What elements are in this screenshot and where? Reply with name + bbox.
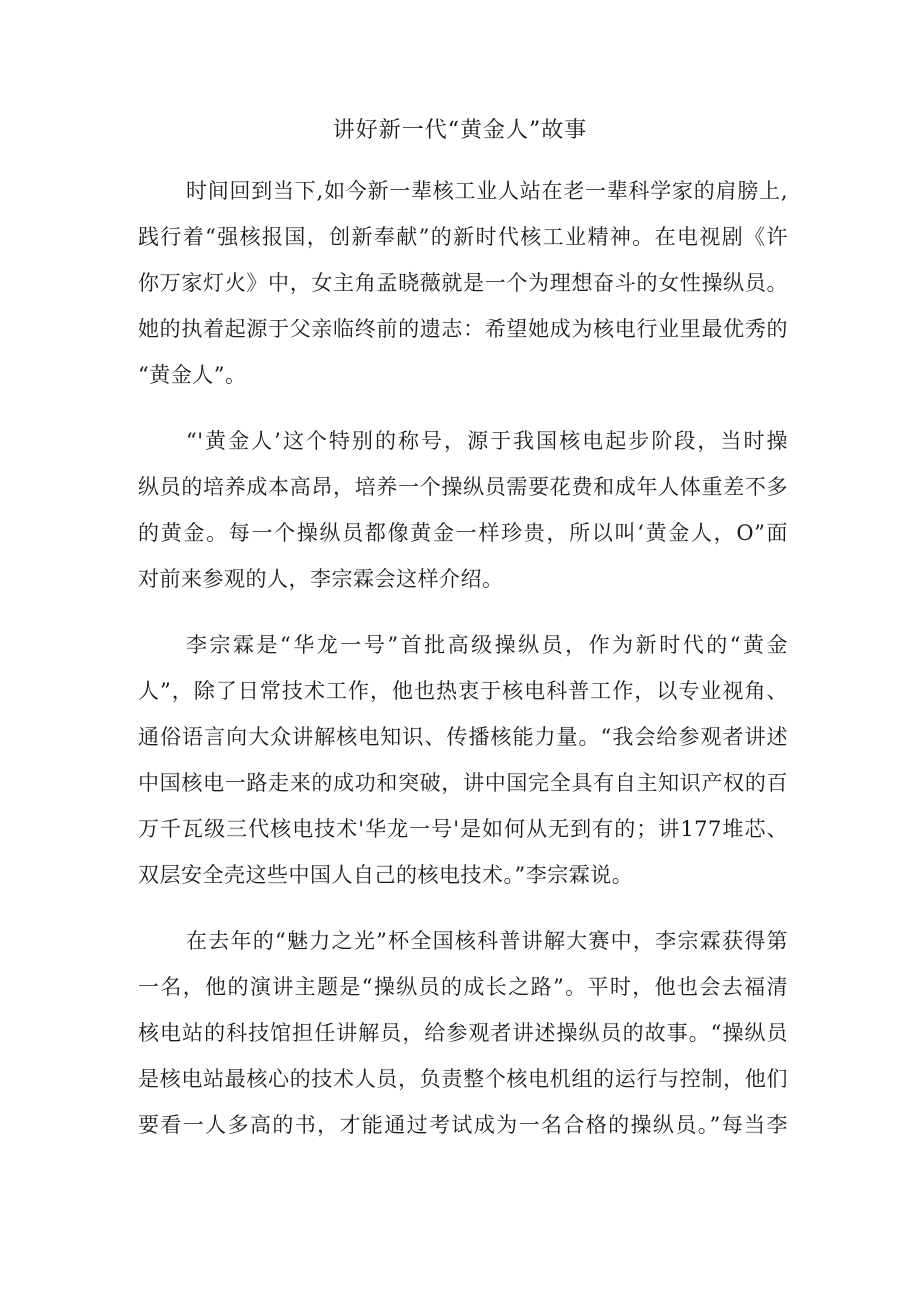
paragraph-line: 纵员的培养成本高昂，培养一个操纵员需要花费和成年人体重差不多 <box>138 475 788 499</box>
paragraph-line: “'黄金人’这个特别的称号，源于我国核电起步阶段，当时操 <box>186 429 788 453</box>
paragraph-4 <box>138 918 788 1148</box>
paragraph-line: 她的执着起源于父亲临终前的遗志：希望她成为核电行业里最优秀的 <box>138 317 788 341</box>
paragraph-line: 双层安全壳这些中国人自己的核电技术。”李宗霖说。 <box>138 863 634 887</box>
paragraph-line: 人”，除了日常技术工作，他也热衷于核电科普工作，以专业视角、 <box>138 679 788 703</box>
paragraph-line: 是核电站最核心的技术人员，负责整个核电机组的运行与控制，他们 <box>138 1067 788 1091</box>
paragraph-line: 的黄金。每一个操纵员都像黄金一样珍贵，所以叫‘黄金人，O”面 <box>138 521 788 545</box>
document-title: 讲好新一代“黄金人”故事 <box>332 118 588 143</box>
paragraph-2 <box>138 418 788 602</box>
paragraph-line: “黄金人”。 <box>138 363 247 387</box>
paragraph-line: 核电站的科技馆担任讲解员，给参观者讲述操纵员的故事。“操纵员 <box>138 1021 788 1045</box>
paragraph-line: 通俗语言向大众讲解核电知识、传播核能力量。“我会给参观者讲述 <box>138 725 788 749</box>
paragraph-line: 要看一人多高的书，才能通过考试成为一名合格的操纵员。”每当李 <box>138 1113 788 1137</box>
paragraph-line: 一名，他的演讲主题是“操纵员的成长之路”。平时，他也会去福清 <box>138 975 788 999</box>
paragraph-line: 万千瓦级三代核电技术'华龙一号'是如何从无到有的；讲177堆芯、 <box>138 817 788 841</box>
paragraph-line: 践行着“强核报国，创新奉献”的新时代核工业精神。在电视剧《许 <box>138 225 788 249</box>
paragraph-line: 李宗霖是“华龙一号”首批高级操纵员，作为新时代的“黄金 <box>186 633 788 657</box>
paragraph-line: 中国核电一路走来的成功和突破，讲中国完全具有自主知识产权的百 <box>138 771 788 795</box>
paragraph-line: 时间回到当下,如今新一辈核工业人站在老一辈科学家的肩膀上, <box>186 179 788 203</box>
paragraph-line: 你万家灯火》中，女主角孟晓薇就是一个为理想奋斗的女性操纵员。 <box>138 271 788 295</box>
paragraph-1 <box>138 168 788 398</box>
paragraph-line: 在去年的“魅力之光”杯全国核科普讲解大赛中，李宗霖获得第 <box>186 929 788 953</box>
paragraph-3 <box>138 622 788 898</box>
paragraph-line: 对前来参观的人，李宗霖会这样介绍。 <box>138 567 504 591</box>
